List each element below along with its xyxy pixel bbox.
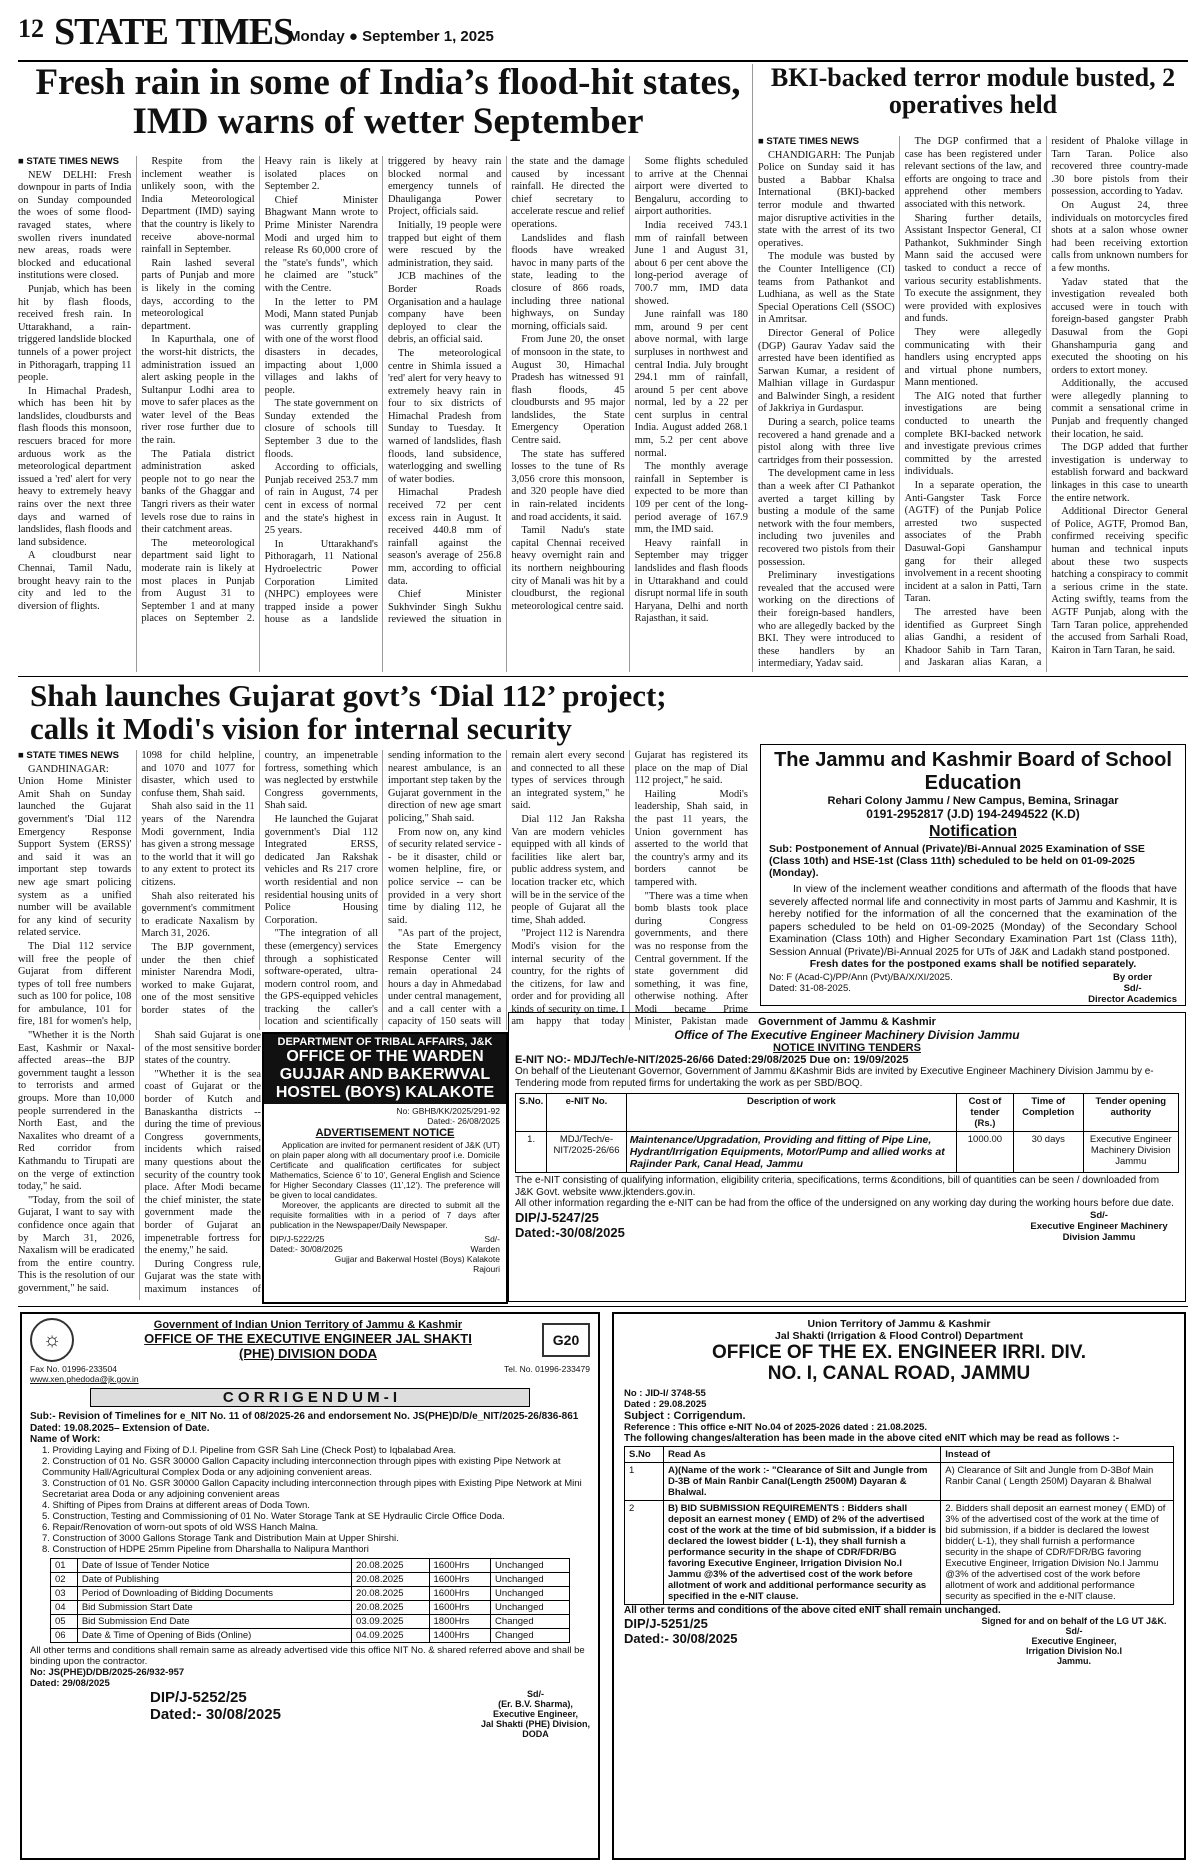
rain-paragraph: The meteorological centre in Shimla issued a 'red' alert for very heavy to extremely heavy rain in four to six districts of Himachal Pradesh from Sunday to Tuesday. It warned of landslides, flash floods, land subsidence, waterlogging and swelling of water bodies.	[387, 347, 502, 485]
irri-signatory-1: Executive Engineer,	[1031, 1636, 1117, 1646]
bki-paragraph: Preliminary investigations revealed that the accused were working on the directions of their foreign-based handlers, who are allegedly backed by the BKI. They were introduced to these handlers by an intermediary, Yadav said.	[758, 570, 895, 670]
jkbose-heading: Notification	[929, 823, 1017, 840]
table-cell: Bid Submission Start Date	[77, 1601, 351, 1615]
mech-dated: Dated:-30/08/2025	[515, 1224, 625, 1240]
rain-paragraph: Rain lashed several parts of Punjab and more is likely in the coming days, according to the meteorological department.	[141, 257, 255, 332]
table-cell: 02	[51, 1573, 78, 1587]
table-header: Description of work	[626, 1094, 956, 1132]
rain-paragraph: Himachal Pradesh received 72 per cent excess rain in August. It received 440.8 mm of rainfall against the season's average of 256.8 mm, according to official data.	[387, 487, 502, 587]
table-row	[625, 1463, 1174, 1501]
irri-signature: Sd/-	[1065, 1626, 1083, 1636]
tribal-ref-dated: Dated:- 26/08/2025	[427, 1116, 500, 1126]
tribal-office-3: HOSTEL (BOYS) KALAKOTE	[275, 1084, 495, 1101]
rain-headline: Fresh rain in some of India’s flood-hit states, IMD warns of wetter September	[35, 62, 741, 142]
table-cell: Changed	[491, 1629, 570, 1643]
bki-paragraph: They were allegedly communicating with their handlers using encrypted apps and virtual phone numbers, Mann mentioned.	[904, 326, 1042, 389]
jkbose-fresh-dates: Fresh dates for the postponed exams shall be notified separately.	[809, 958, 1137, 970]
table-cell: 1800Hrs	[429, 1615, 491, 1629]
irri-dip-dated: Dated:- 30/08/2025	[624, 1631, 738, 1646]
tribal-body-1: Application are invited for permanent resident of J&K (UT) on plain paper along with all documentary proof i.e. Domicile Certificate and qualification certificates for subject Mathematics, Science 6’ to 10’, General English and Science for Higher Secondary Classes (11’,12’). The preference will be given to local candidates.	[270, 1140, 500, 1200]
table-cell: 1600Hrs	[429, 1587, 491, 1601]
work-item: 5. Construction, Testing and Commissioning of 01 No. Water Storage Tank at SE Hydraulic Circle Office Doda.	[42, 1511, 505, 1522]
shah-paragraph: During Congress rule, Gujarat was the state with maximum instances of	[144, 1258, 261, 1295]
section-rule	[18, 676, 1188, 677]
rain-paragraph: Respite from the inclement weather is unlikely soon, with the India Meteorological Department (IMD) saying that the country is likely to receive above-normal rainfall in September.	[141, 156, 255, 256]
g20-logo-icon: G20	[542, 1323, 590, 1357]
bki-paragraph: Yadav stated that the investigation revealed both accused were in touch with foreign-based gangster Prabh Dasuwal from the Gopi Ghanshampuria gang and executed the shooting on his orders to extort money.	[1051, 276, 1188, 376]
tribal-signatory-2: Gujjar and Bakerwal Hostel (Boys) Kalakote	[334, 1254, 500, 1264]
shah-article-continued	[18, 1030, 261, 1300]
table-cell: Date of Publishing	[77, 1573, 351, 1587]
table-row	[51, 1559, 570, 1573]
table-cell: 05	[51, 1615, 78, 1629]
table-cell: Date & Time of Opening of Bids (Online)	[77, 1629, 351, 1643]
rain-paragraph: In Uttarakhand's Pithoragarh, 11 National Hydroelectric Power Corporation Limited (NHPC) employees were trapped inside a power house as a landslide triggered by heavy rain blocked normal and emergency tunnels of Dhauliganga Power Project, officials said.	[264, 156, 502, 626]
tribal-dip: DIP/J-5222/25	[270, 1234, 325, 1244]
phe-email: www.xen.phedoda@jk.gov.in	[30, 1374, 139, 1384]
table-cell: 20.08.2025	[352, 1573, 429, 1587]
tribal-office-1: OFFICE OF THE WARDEN	[286, 1048, 484, 1065]
shah-paragraph: Hailing Modi's leadership, Shah said, in the past 11 years, the Union government has asserted to the world that the country's army and its borders cannot be tampered with.	[634, 788, 748, 888]
ads-rule	[18, 1306, 1188, 1307]
table-header: e-NIT No.	[547, 1094, 626, 1132]
table-cell: 2. Bidders shall deposit an earnest money ( EMD) of 3% of the advertised cost of the work at the time of bid submission, if a bidder is declared the lowest bidder( L-1), they shall furnish a performance security in the shape of CDR/FDR/BG favoring Executive Engineer, Irrigation Division No.I Jammu @3% of the advertised cost of the work before allotment of work and additional performance security as specified in the e-NIT clause.	[941, 1501, 1174, 1605]
jkbose-dip	[769, 1005, 858, 1006]
table-header: Tender opening authority	[1083, 1094, 1178, 1132]
rain-paragraph: Some flights scheduled to arrive at the Chennai airport were diverted to Bengaluru, according to airport authorities.	[634, 156, 748, 218]
phe-name-of-work: Name of Work:	[30, 1434, 101, 1445]
work-item: 4. Shifting of Pipes from Drains at different areas of Doda Town.	[42, 1500, 310, 1511]
jkbose-notice	[760, 744, 1186, 1006]
bki-paragraph: In a separate operation, the Anti-Gangster Task Force (AGTF) of the Punjab Police arrested two suspected associates of the Prabh Dasuwal-Gopi Ganshampur gang for their alleged involvement in a recent shooting incident at a salon in Patti, Tarn Taran.	[904, 480, 1042, 605]
table-cell: 1.	[516, 1132, 547, 1173]
rain-paragraph: Initially, 19 people were trapped but eight of them were rescued by the administration, they said.	[387, 219, 502, 269]
tribal-signatory-1: Warden	[470, 1244, 500, 1254]
bki-byline: ■ STATE TIMES NEWS	[758, 136, 859, 147]
shah-paragraph: "As part of the project, the State Emergency Response Center will remain operational 24 hours a day in Ahmedabad under central management, and a call center with a capacity of 150 seats will remain alert every second and connected to all these types of services through an integrated system," he said.	[387, 750, 625, 1028]
phe-heading: C O R R I G E N D U M - I	[90, 1388, 530, 1407]
bki-paragraph: The DGP confirmed that a case has been registered under relevant sections of the law, and efforts are ongoing to trace and apprehend other members associated with this network.	[904, 136, 1042, 210]
table-cell: 1400Hrs	[429, 1629, 491, 1643]
emblem-icon: ☼	[30, 1318, 74, 1362]
table-cell: 20.08.2025	[352, 1587, 429, 1601]
table-row	[51, 1615, 570, 1629]
rain-paragraph: NEW DELHI: Fresh downpour in parts of India on Sunday compounded the woes of some flood-ravaged states, where swollen rivers inundated new areas, roads were blocked and educational institutions were closed.	[18, 169, 132, 282]
irri-sign-1: Signed for and on behalf of the LG UT J&K.	[981, 1616, 1167, 1626]
tribal-affairs-notice	[262, 1032, 508, 1304]
irri-office-1: OFFICE OF THE EX. ENGINEER IRRI. DIV.	[711, 1342, 1087, 1363]
tribal-signatory-3: Rajouri	[473, 1264, 500, 1274]
shah-paragraph: He launched the Gujarat government's Dial 112 Integrated ERSS, dedicated Jan Rakshak vehicles and Rs 217 crore worth residential and non residential housing units of Police Housing Corporation.	[264, 813, 378, 926]
rain-paragraph: June rainfall was 180 mm, around 9 per cent above normal, with large surpluses in northwest and central India. July brought 294.1 mm of rainfall, around 5 per cent above normal, led by a 22 per cent surplus in central India. August added 268.1 mm, 5.2 per cent above normal.	[634, 309, 748, 459]
table-header: Cost of tender (Rs.)	[956, 1094, 1013, 1132]
bki-article	[758, 136, 1188, 672]
table-cell: 03	[51, 1587, 78, 1601]
tribal-body-2: Moreover, the applicants are directed to submit all the requisite formalities with in a period of 7 days after publication in the Newspaper/Daily Newspaper.	[270, 1200, 500, 1230]
mech-tender-table	[515, 1093, 1179, 1173]
table-cell: Unchanged	[491, 1559, 570, 1573]
shah-paragraph: "Whether it is the North East, Kashmir or Naxal-affected areas--the BJP government taught a lesson to terrorists and armed groups. More than 10,000 people surrendered in the North East, and the Naxalites who dreamt of a Red corridor from Kathmandu to Tirupati are on the verge of extinction today," he said.	[18, 1030, 135, 1193]
rain-paragraph: The monthly average rainfall in September is expected to be more than 109 per cent of the long-period average of 167.9 mm, the IMD said.	[634, 461, 748, 536]
irri-dated: Dated : 29.08.2025	[624, 1399, 707, 1410]
table-cell: 04.09.2025	[352, 1629, 429, 1643]
phe-dip-dated: Dated:- 30/08/2025	[150, 1706, 281, 1723]
mech-office: Office of The Executive Engineer Machinery Division Jammu	[674, 1028, 1020, 1042]
jkbose-signature: Sd/-	[1123, 983, 1142, 994]
machinery-tender-notice	[508, 1012, 1186, 1302]
table-cell: 01	[51, 1559, 78, 1573]
tribal-signature: Sd/-	[484, 1234, 500, 1244]
table-cell: 1000.00	[956, 1132, 1013, 1173]
work-item: 7. Construction of 3000 Gallons Storage Tank and Distribution Main at Upper Shirshi.	[42, 1533, 399, 1544]
bki-paragraph: CHANDIGARH: The Punjab Police on Sunday said it has busted a Babbar Khalsa International (BKI)-backed terror module and thwarted major disruptive activities in the state with the arrest of its two operatives.	[758, 149, 895, 249]
shah-paragraph: The Dial 112 service will free the people of Gujarat from different types of toll free numbers such as 100 for police, 108 for ambulance, 101 for fire, 181 for women's help, 1098 for child helpline, and 1070 and 1077 for disaster, which used to confuse them, Shah said.	[18, 750, 255, 1028]
table-cell: Date of Issue of Tender Notice	[77, 1559, 351, 1573]
bki-paragraph: Additionally, the accused were allegedly planning to commit a sensational crime in Punjab and frequently changed their location, he said.	[1051, 378, 1188, 440]
rain-paragraph: In Kapurthala, one of the worst-hit districts, the administration issued an alert asking people in the Sultanpur Lodhi area to move to safer places as the water level of the Beas river rose further due to the rain.	[141, 334, 255, 447]
rain-byline: ■ STATE TIMES NEWS	[18, 156, 119, 167]
newspaper-logo: STATE TIMES	[54, 11, 294, 53]
phe-work-list	[30, 1445, 590, 1555]
table-header: Read As	[664, 1447, 941, 1463]
mech-signature: Sd/-	[1090, 1209, 1108, 1221]
table-cell: Bid Submission End Date	[77, 1615, 351, 1629]
rain-paragraph: In Himachal Pradesh, which has been hit by landslides, cloudbursts and flash floods this monsoon, rescuers braced for more arduous work as the meteorological department issued a 'red' alert for very heavy to extremely heavy rains over the next three days and warned of landslides, flash floods and land subsidence.	[18, 385, 132, 548]
jkbose-phone: 0191-2952817 (J.D) 194-2494522 (K.D)	[866, 807, 1080, 821]
shah-paragraph: "Today, from the soil of Gujarat, I want to say with confidence once again that by March 31, 2026, Naxalism will be eradicated from the entire country. This is the resolution of our government," he said.	[18, 1194, 135, 1294]
irri-intro: The following changes/alteration has been made in the above cited eNIT which may be read as follows :-	[624, 1433, 1120, 1444]
shah-headline-line2: calls it Modi's vision for internal security	[30, 710, 572, 746]
mech-footer-2: All other information regarding the e-NIT can be had from the office of the undersigned on any working day during the working hours before due date.	[515, 1198, 1174, 1209]
table-cell: 1600Hrs	[429, 1573, 491, 1587]
table-cell: B) BID SUBMISSION REQUIREMENTS : Bidders shall deposit an earnest money ( EMD) of 2% of the advertised cost of the work at the time of bid submission, if a bidder is declared the lowest bidder ( L-1), they shall furnish a performance security in the shape of CDR/FDR/BG favoring Executive Engineer, Irrigation Division No.I Jammu @3% of the advertised cost of the work before allotment of work and additional performance security as specified in the e-NIT clause.	[664, 1501, 941, 1605]
phe-division: (PHE) DIVISION DODA	[239, 1346, 377, 1361]
tribal-dated: Dated:- 30/08/2025	[270, 1244, 343, 1254]
rain-paragraph: Landslides and flash floods have wreaked havoc in many parts of the state, leading to the closure of 866 roads, including three national highways, on Sunday morning, officials said.	[511, 232, 625, 332]
phe-office: OFFICE OF THE EXECUTIVE ENGINEER JAL SHAKTI	[144, 1331, 472, 1346]
table-row	[625, 1501, 1174, 1605]
table-cell: Executive Engineer Machinery Division Jammu	[1083, 1132, 1178, 1173]
jkbose-ref-dated: Dated: 31-08-2025.	[769, 983, 851, 994]
work-item: 6. Repair/Renovation of worn-out spots of old WSS Hanch Malna.	[42, 1522, 319, 1533]
irri-reference: Reference : This office e-NIT No.04 of 2025-2026 dated : 21.08.2025.	[624, 1422, 928, 1433]
shah-paragraph: Shah also reiterated his government's commitment to eradicate Naxalism by March 31, 2026.	[141, 890, 255, 940]
phe-dated: Dated: 29/08/2025	[30, 1678, 110, 1689]
table-row	[51, 1587, 570, 1601]
table-cell: Maintenance/Upgradation, Providing and fitting of Pipe Line, Hydrant/Irrigation Equipments, Motor/Pump and allied works at Rajinder Park, Canal Head, Jammu	[626, 1132, 956, 1173]
phe-dip: DIP/J-5252/25	[150, 1689, 247, 1706]
table-header: S.No.	[516, 1094, 547, 1132]
jkbose-dip-dated	[868, 1005, 977, 1006]
table-cell: A)(Name of the work :- "Clearance of Silt and Jungle from D-3B of Main Ranbir Canal(Length 2500M) Dayaran & Bhalwal.	[664, 1463, 941, 1501]
irri-changes-table	[624, 1446, 1174, 1605]
table-cell: Period of Downloading of Bidding Documents	[77, 1587, 351, 1601]
table-row	[516, 1132, 1179, 1173]
irri-office-2: NO. I, CANAL ROAD, JAMMU	[767, 1363, 1031, 1384]
table-cell: 2	[625, 1501, 664, 1605]
table-cell: Changed	[491, 1615, 570, 1629]
rain-paragraph: Punjab, which has been hit by flash floods, received fresh rain. In Uttarakhand, a rain-triggered landslide blocked tunnels of a power project in Pithoragarh, trapping 11 people.	[18, 283, 132, 384]
bki-headline: BKI-backed terror module busted, 2 operatives held	[770, 63, 1176, 120]
page-number: 12	[18, 14, 44, 43]
phe-gov: Government of Indian Union Territory of Jammu & Kashmir	[153, 1319, 463, 1331]
bki-paragraph: The AIG noted that further investigations are being conducted to unearth the complete BKI-backed network and investigate previous crimes committed by the arrested individuals.	[904, 390, 1042, 478]
rain-paragraph: Heavy rainfall in September may trigger landslides and flash floods in Uttarakhand and could disrupt normal life in south Haryana, Delhi and north Rajasthan, it said.	[634, 537, 748, 625]
phe-dates-table	[50, 1558, 570, 1643]
rain-article	[18, 156, 748, 672]
bki-paragraph: Director General of Police (DGP) Gaurav Yadav said the arrested have been identified as Sarwan Kumar, a resident of Malhian village in Gurdaspur and Balwinder Singh, a resident of Jakkriya in Gurdaspur.	[758, 327, 895, 415]
shah-paragraph: "Whether it is the sea coast of Gujarat or the border of Kutch and Banaskantha districts -- during the time of previous Congress governments, incidents which raised many questions about the security of the country took place. After Modi became the chief minister, the state government made the border of Gujarat an impenetrable fortress for the enemy," he said.	[144, 1068, 261, 1257]
bki-paragraph: The development came in less than a week after CI Pathankot averted a target killing by busting a module of the same network with the four members, including two juveniles and recovered two pistols from their possession.	[758, 468, 895, 568]
tribal-heading: ADVERTISEMENT NOTICE	[315, 1127, 455, 1139]
column-divider	[752, 64, 753, 672]
rain-paragraph: Chief Minister Bhagwant Mann wrote to Prime Minister Narendra Modi and urged him to release Rs 60,000 crore of the "state's funds", which he claimed are "stuck" with the Centre.	[264, 194, 378, 294]
mech-intro: On behalf of the Lieutenant Governor, Government of Jammu &Kashmir Bids are invited by Executive Engineer Machinery Division Jammu by e- Tendering mode from reputed firms for undertaking the work as per SBD/BOQ.	[515, 1066, 1154, 1089]
table-cell: 20.08.2025	[352, 1601, 429, 1615]
mech-signatory: Executive Engineer Machinery Division Jammu	[1030, 1220, 1168, 1243]
shah-headline	[30, 680, 750, 745]
irri-dip: DIP/J-5251/25	[624, 1616, 708, 1631]
table-cell: Unchanged	[491, 1601, 570, 1615]
table-header: Time of Completion	[1013, 1094, 1083, 1132]
bki-paragraph: During a search, police teams recovered a hand grenade and a pistol along with three live cartridges from their possession.	[758, 417, 895, 466]
irri-ut: Union Territory of Jammu & Kashmir	[807, 1318, 991, 1330]
phe-signatory-4: DODA	[522, 1729, 549, 1739]
bki-paragraph: Additional Director General of Police, AGTF, Promod Ban, confirmed receiving specific human and technical inputs about these two suspects hatching a conspiracy to commit a serious crime in the state. Acting swiftly, teams from the AGTF Punjab, along with the Tarn Taran police, apprehended the accused from Sarhali Road, Kairon in Tarn Taran, he said.	[1051, 506, 1188, 656]
phe-signatory-2: Executive Engineer,	[492, 1709, 578, 1719]
rain-paragraph: JCB machines of the Border Roads Organisation and a haulage company have been deployed to clear the debris, an official said.	[387, 271, 502, 346]
tribal-ref-no: No: GBHB/KK/2025/291-92	[396, 1106, 500, 1116]
phe-tel: Tel. No. 01996-233479	[503, 1364, 590, 1374]
work-item: 1. Providing Laying and Fixing of D.I. Pipeline from GSR Sah Line (Check Post) to Iqbalabad Area.	[42, 1445, 457, 1456]
shah-paragraph: The BJP government, under the then chief minister Narendra Modi, worked to make Gujarat, one of the most sensitive border states of the country, an impenetrable fortress, something which was neglected by erstwhile Congress governments, Shah said.	[141, 750, 378, 1016]
jkbose-title: The Jammu and Kashmir Board of School Education	[774, 749, 1172, 794]
phe-signatory-1: (Er. B.V. Sharma),	[498, 1699, 573, 1709]
table-cell: 1600Hrs	[429, 1559, 491, 1573]
jkbose-address: Rehari Colony Jammu / New Campus, Bemina, Srinagar	[827, 795, 1119, 807]
phe-doda-corrigendum	[20, 1312, 600, 1860]
rain-paragraph: The Patiala district administration asked people not to go near the banks of the Ghaggar and Tangri rivers as their water levels rose due to rains in their catchment areas.	[141, 448, 255, 536]
masthead	[18, 8, 1188, 56]
tribal-dept: DEPARTMENT OF TRIBAL AFFAIRS, J&K	[277, 1036, 493, 1048]
irri-dept: Jal Shakti (Irrigation & Flood Control) Department	[775, 1330, 1023, 1342]
irri-footer: All other terms and conditions of the above cited eNIT shall remain unchanged.	[624, 1605, 1001, 1616]
shah-paragraph: Shah also said in the 11 years of the Narendra Modi government, India has given a strong message to the world that it will go to any extent to protect its citizens.	[141, 801, 255, 888]
shah-paragraph: "Project 112 is Narendra Modi's vision for the internal security of the country, for the rights of the citizens, for law and order and for providing all kinds of security on time. I am happy that today Gujarat has registered its place on the map of Dial 112 project," he said.	[511, 750, 748, 1028]
shah-article	[18, 750, 748, 1030]
rain-paragraph: The state has suffered losses to the tune of Rs 3,056 crore this monsoon, and 320 people have died in rain-related incidents and road accidents, it said.	[511, 448, 625, 523]
phe-signature: Sd/-	[526, 1689, 544, 1699]
shah-paragraph: GANDHINAGAR: Union Home Minister Amit Shah on Sunday launched the Gujarat government's 'Dial 112 Emergency Response Support System (ERSS)' and said it was an important step towards new age smart policing system as a unified number will be available for any kind of security related service.	[18, 763, 132, 939]
table-row	[51, 1601, 570, 1615]
mech-heading: NOTICE INVITING TENDERS	[773, 1042, 921, 1054]
work-item: 3. Construction of 01 No. GSR 30000 Gallon Capacity including interconnection through pipes with Existing Pipe Network at Mini Secretariat area Doda or any adjoining convenient areas	[42, 1478, 582, 1500]
shah-paragraph: From now on, any kind of security related service -- be it disaster, child or women helpline, fire, or police service -- can be provided in a very short time by dialing 112, he said.	[387, 826, 502, 926]
rain-paragraph: According to officials, Punjab received 253.7 mm of rain in August, 74 per cent in excess of normal and the state's highest in 25 years.	[264, 462, 378, 537]
rain-paragraph: In the letter to PM Modi, Mann stated Punjab was currently grappling with one of the worst flood disasters in decades, impacting about 1,000 villages and lakhs of people.	[264, 296, 378, 396]
shah-byline: ■ STATE TIMES NEWS	[18, 750, 119, 761]
table-cell: 20.08.2025	[352, 1559, 429, 1573]
table-cell: 04	[51, 1601, 78, 1615]
rain-paragraph: Chief Minister Sukhvinder Singh Sukhu reviewed the situation in the state and the damage caused by incessant rainfall. He directed the chief secretary to accelerate rescue and relief operations.	[387, 156, 625, 626]
table-cell: MDJ/Tech/e-NIT/2025-26/66	[547, 1132, 626, 1173]
rain-paragraph: Tamil Nadu's state capital Chennai received heavy overnight rain and its northern neighbouring city of Manali was hit by a cloudburst, the regional meteorological centre said.	[511, 525, 625, 612]
table-row	[51, 1629, 570, 1643]
bki-paragraph: The module was busted by the Counter Intelligence (CI) teams from Pathankot and Ludhiana, as well as the State Special Operations Cell (SSOC) in Amritsar.	[758, 251, 895, 326]
table-header: S.No	[625, 1447, 664, 1463]
phe-no: No: JS(PHE)D/DB/2025-26/932-957	[30, 1667, 185, 1678]
rain-paragraph: The meteorological department said light to moderate rain is likely at most places in Punjab from August 31 to September 1 and at many places on September 2. Heavy rain is likely at isolated places on September 2.	[141, 156, 378, 625]
table-cell: 1600Hrs	[429, 1601, 491, 1615]
jkbose-subject: Sub: Postponement of Annual (Private)/Bi-Annual 2025 Examination of SSE (Class 10th) and HSE-1st (Class 11th) scheduled to be held on 01-09-2025 (Monday).	[769, 843, 1145, 879]
rain-paragraph: The state government on Sunday extended the closure of schools till September 3 due to the floods.	[264, 398, 378, 460]
phe-sub: Sub:- Revision of Timelines for e_NIT No. 11 of 08/2025-26 and endorsement No. JS(PHE)D/D/e_NIT/2025-26/836-861 Dated: 19.08.2025– Extension of Date.	[30, 1411, 579, 1434]
issue-date: Monday ● September 1, 2025	[288, 28, 494, 45]
phe-footer: All other terms and conditions shall remain same as already advertised vide this office NIT No. & shared referred above and shall be binding upon the contractor.	[30, 1645, 585, 1667]
jkbose-body: In view of the inclement weather conditions and aftermath of the floods that have severely affected normal life and connectivity in most parts of Jammu and Kashmir, It is hereby notified for the information of all the concerned that the examination of the papers scheduled to be held on 01-09-2025 (Monday) of the Secondary School Examination (Class 10th) and Higher Secondary Examination Part 1st (Class 11th), Session Annual (Private)/Bi-Annual 2025 for UTs of J&K and Ladakh stand postponed.	[769, 883, 1177, 958]
table-cell: 1	[625, 1463, 664, 1501]
rain-paragraph: India received 743.1 mm of rainfall between June 1 and August 31, about 6 per cent above the long-period average of 700.7 mm, IMD data showed.	[634, 219, 748, 307]
table-cell: 03.09.2025	[352, 1615, 429, 1629]
phe-signatory-3: Jal Shakti (PHE) Division,	[480, 1719, 590, 1729]
shah-paragraph: Dial 112 Jan Raksha Van are modern vehicles equipped with all kinds of facilities like alert bar, public address system, and location tracker etc, which will be in the service of the people of Gujarat all the time, Shah added.	[511, 813, 625, 926]
jkbose-signatory: Director Academics	[1088, 994, 1177, 1005]
mech-footer-1: The e-NIT consisting of qualifying information, eligibility criteria, specifications, terms &conditions, bill of quantities can be seen / downloaded from J&K Govt. website www.jktenders.gov.in.	[515, 1175, 1160, 1198]
table-cell: Unchanged	[491, 1573, 570, 1587]
irri-no: No : JID-I/ 3748-55	[624, 1388, 706, 1399]
bki-paragraph: The arrested have been identified as Gurpreet Singh alias Gandhi, a resident of Khadoor Sahib in Tarn Taran, and Jaskaran alias Karan, a resident of Phaloke village in Tarn Taran. Police also recovered three country-made .30 bore pistols from their possession, according to Yadav.	[904, 136, 1188, 669]
table-cell: Unchanged	[491, 1587, 570, 1601]
shah-paragraph: Shah said Gujarat is one of the most sensitive border states of the country.	[144, 1030, 261, 1067]
work-item: 8. Construction of HDPE 25mm Pipeline from Dharshalla to Nalipura Manthori	[42, 1544, 369, 1555]
mech-dip: DIP/J-5247/25	[515, 1209, 599, 1225]
shah-paragraph: "The integration of all these (emergency) services through a sophisticated software-operated, ultra-modern control room, and the GPS-equipped vehicles tracking the caller's location and scientifically sending information to the nearest ambulance, is an important step taken by the Gujarat government in the direction of new age smart policing," Shah said.	[264, 750, 502, 1028]
irrigation-corrigendum	[612, 1312, 1186, 1860]
jkbose-by-order: By order	[1113, 972, 1153, 983]
tribal-office-2: GUJJAR AND BAKERWVAL	[279, 1066, 491, 1083]
table-cell: 30 days	[1013, 1132, 1083, 1173]
table-cell: A) Clearance of Silt and Jungle from D-3Bof Main Ranbir Canal ( Length 250M) Dayaran & Bhalwal	[941, 1463, 1174, 1501]
table-row	[51, 1573, 570, 1587]
rain-paragraph: A cloudburst near Chennai, Tamil Nadu, brought heavy rain to the city and led to the diversion of flights.	[18, 550, 132, 612]
irri-subject: Subject : Corrigendum.	[624, 1410, 746, 1422]
irri-signatory-2: Irrigation Division No.I	[1025, 1646, 1122, 1656]
table-cell: 06	[51, 1629, 78, 1643]
shah-paragraph: "There was a time when bomb blasts took place during Congress governments, and there was no response from the Central government. If the state government did something, it was fine, otherwise nothing. After Modi became Prime Minister, Pakistan made	[634, 890, 748, 1028]
rain-paragraph: From June 20, the onset of monsoon in the state, to August 30, Himachal Pradesh has witnessed 91 flash floods, 45 cloudbursts and 95 major landslides, the State Emergency Operation Centre said.	[511, 334, 625, 447]
bki-paragraph: On August 24, three individuals on motorcycles fired shots at a salon whose owner had been receiving extortion calls from unknown numbers for a few months.	[1051, 199, 1188, 274]
mech-gov: Government of Jammu & Kashmir	[758, 1016, 936, 1028]
irri-signatory-3: Jammu.	[1056, 1656, 1091, 1666]
work-item: 2. Construction of 01 No. GSR 30000 Gallon Capacity including interconnection through pipes with existing Pipe Network at Community Hall/Agricultural Complex Doda or any adjoining convenient areas.	[42, 1456, 561, 1478]
mech-enit: E-NIT NO:- MDJ/Tech/e-NIT/2025-26/66 Dated:29/08/2025 Due on: 19/09/2025	[515, 1054, 909, 1066]
table-header: Instead of	[941, 1447, 1174, 1463]
shah-headline-line1: Shah launches Gujarat govt’s ‘Dial 112’ project;	[30, 678, 667, 713]
bki-paragraph: Sharing further details, Assistant Inspector General, CI Pathankot, Sukhminder Singh Mann said the accused were tasked to conduct a recce of various security establishments. To execute the assignment, they were provided with explosives and funds.	[904, 212, 1042, 325]
jkbose-ref-no: No: F (Acad-C)/PP/Ann (Pvt)/BA/X/XI/2025.	[769, 972, 953, 983]
bki-paragraph: The DGP added that further investigation is underway to establish forward and backward linkages in this case to unearth the entire network.	[1051, 442, 1188, 504]
phe-fax: Fax No. 01996-233504	[30, 1364, 117, 1374]
